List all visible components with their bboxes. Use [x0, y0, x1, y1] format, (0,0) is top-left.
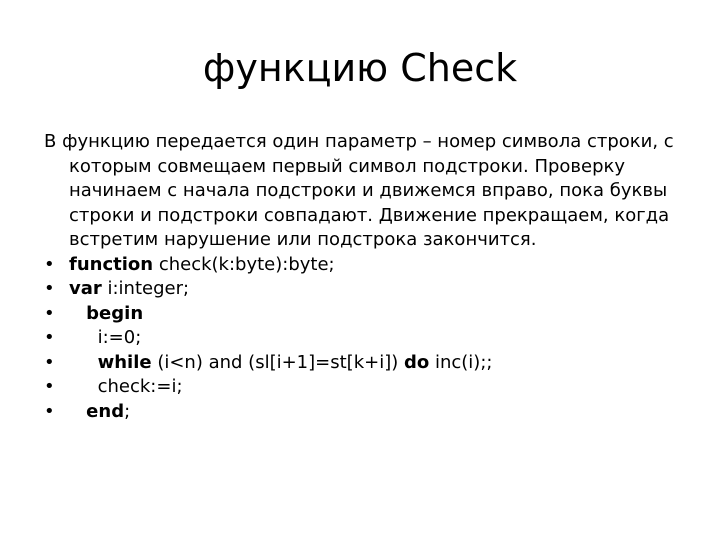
keyword: var — [69, 278, 102, 299]
code-listing — [44, 253, 684, 425]
code-line: • var i:integer; — [44, 277, 684, 302]
code-line: • function check(k:byte):byte; — [44, 253, 684, 278]
bullet-icon: • — [44, 253, 55, 275]
code-line: • end; — [44, 400, 684, 425]
slide-title: функцию Check — [202, 46, 518, 90]
code-line: • check:=i; — [44, 375, 684, 400]
code-line: • i:=0; — [44, 326, 684, 351]
keyword: function — [69, 253, 154, 275]
bullet-icon: • — [44, 351, 55, 373]
keyword: begin — [86, 302, 144, 324]
keyword: end — [86, 400, 125, 422]
keyword: while — [97, 351, 152, 373]
bullet-icon: • — [44, 400, 55, 422]
intro-paragraph: В функцию передается один параметр – номер символа строки, с которым совмещаем первый символ подстроки. Проверку начинаем с начала подстроки и движемся вправо, пока буквы строки и подстроки совпадают. Движение прекращаем, когда встретим нарушение или подстрока закончится. — [44, 131, 674, 250]
bullet-icon: • — [44, 302, 55, 324]
keyword: do — [403, 351, 430, 373]
code-line — [44, 302, 684, 327]
code-line: • while (i<n) and (sl[i+1]=st[k+i]) do inc(i);; — [44, 351, 684, 376]
slide-body — [44, 130, 684, 424]
bullet-icon: • — [44, 327, 55, 348]
bullet-icon: • — [44, 376, 55, 397]
bullet-icon: • — [44, 278, 55, 299]
